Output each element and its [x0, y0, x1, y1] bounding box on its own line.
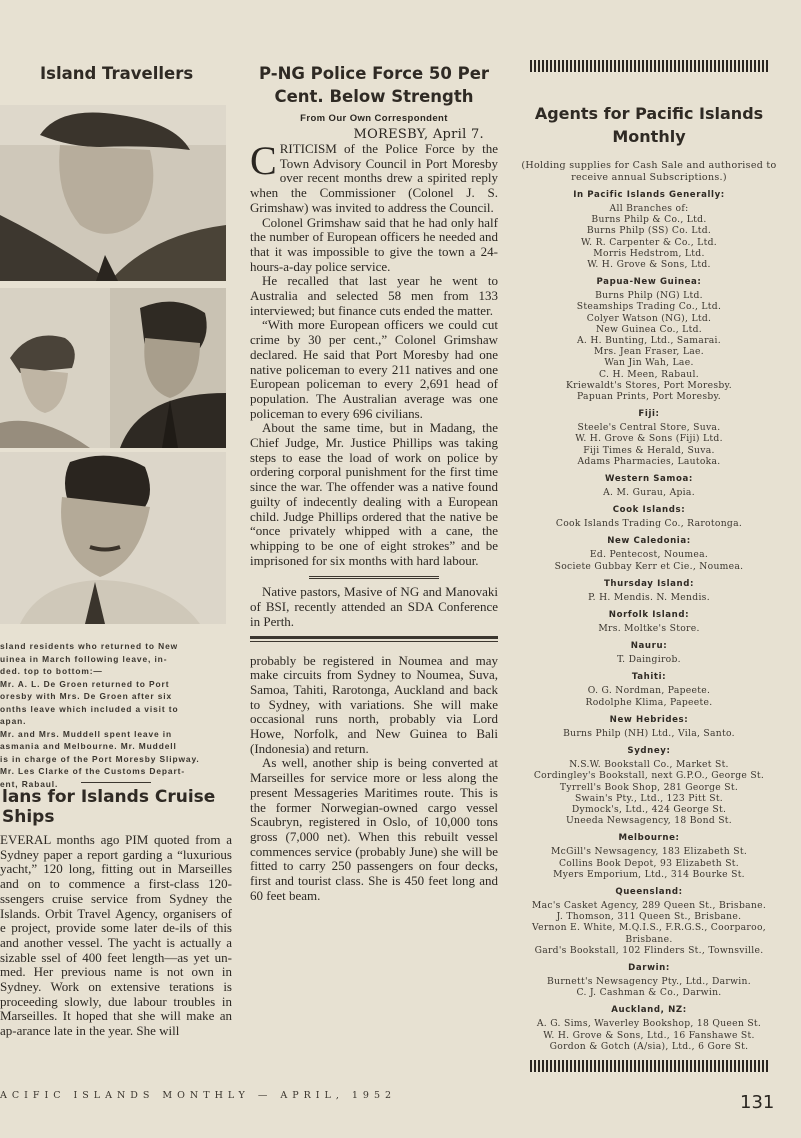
agent-entry: Mac's Casket Agency, 289 Queen St., Brisbane.: [531, 899, 767, 911]
agent-entry: Morris Hedstrom, Ltd.: [593, 247, 705, 259]
footer-running-title: ACIFIC ISLANDS MONTHLY — APRIL, 1952: [0, 1090, 397, 1101]
police-body: [250, 138, 498, 568]
agent-entry: McGill's Newsagency, 183 Elizabeth St.: [550, 846, 748, 858]
agent-entry: W. R. Carpenter & Co., Ltd.: [581, 236, 717, 248]
agent-entry: Collins Book Depot, 93 Elizabeth St.: [558, 857, 740, 869]
divider: [250, 641, 498, 642]
agent-entry: W. H. Grove & Sons, Ltd.: [587, 259, 711, 271]
left-column: [0, 58, 232, 83]
photo-de-groen: [0, 105, 226, 281]
agent-entry: Steele's Central Store, Suva.: [577, 422, 721, 434]
cruise-body: [0, 833, 232, 1039]
agent-entry: Uneeda Newsagency, 18 Bond St.: [565, 815, 733, 827]
agent-entry: Burns Philp & Co., Ltd.: [591, 214, 707, 226]
agent-entry: Kriewaldt's Stores, Port Moresby.: [565, 379, 733, 391]
police-paragraph-1: [250, 138, 498, 216]
agents-section-title: Tahiti:: [631, 672, 667, 683]
police-paragraph-2: Colonel Grimshaw said that he had only half the number of European officers he needed and that it was impossible to give the town a 24-hours-a-day police service.: [250, 214, 498, 274]
dateline: MORESBY, April 7.: [353, 127, 484, 142]
agents-section-title: Queensland:: [615, 886, 683, 897]
agent-entry: C. J. Cashman & Co., Darwin.: [576, 987, 722, 999]
police-heading-line2: Cent. Below Strength: [274, 87, 474, 106]
agent-entry: J. Thomson, 311 Queen St., Brisbane.: [556, 911, 742, 923]
note-body: [250, 585, 498, 629]
agent-entry: New Guinea Co., Ltd.: [596, 323, 702, 335]
agent-entry: W. H. Grove & Sons, Ltd., 16 Fanshawe St.: [543, 1029, 755, 1041]
agents-list: [518, 190, 780, 1052]
agents-heading-line1: Agents for Pacific Islands: [534, 104, 764, 123]
cruise-article: [0, 782, 232, 1039]
police-heading-line1: P-NG Police Force 50 Per: [258, 64, 490, 83]
agent-entry: Burns Philp (SS) Co. Ltd.: [586, 225, 712, 237]
agents-section-title: In Pacific Islands Generally:: [573, 190, 725, 200]
agent-entry: Burns Philp (NG) Ltd.: [595, 290, 703, 302]
agent-entry: Dymock's, Ltd., 424 George St.: [571, 803, 727, 815]
agents-section-title: Thursday Island:: [603, 578, 695, 589]
agent-entry: Vernon E. White, M.Q.I.S., F.R.G.S., Coorparoo, Brisbane.: [532, 922, 766, 945]
agents-section-title: Western Samoa:: [605, 474, 693, 485]
agent-entry: Burns Philp (NH) Ltd., Vila, Santo.: [563, 727, 735, 739]
agents-section-title: Papua-New Guinea:: [596, 277, 702, 288]
middle-column: [250, 62, 498, 903]
agent-entry: Gard's Bookstall, 102 Flinders St., Townsville.: [534, 944, 764, 956]
cruise-heading: lans for Islands Cruise Ships: [2, 787, 216, 827]
agent-entry: Wan Jin Wah, Lae.: [604, 357, 694, 369]
agent-entry: N.S.W. Bookstall Co., Market St.: [569, 759, 729, 771]
agent-entry: Cordingley's Bookstall, next G.P.O., George St.: [533, 770, 765, 782]
agents-heading: [518, 102, 780, 148]
byline: From Our Own Correspondent: [300, 113, 448, 124]
agents-intro: (Holding supplies for Cash Sale and authorised to receive annual Subscriptions.): [521, 160, 777, 183]
agent-entry: P. H. Mendis. N. Mendis.: [588, 591, 710, 603]
divider: [250, 636, 498, 639]
police-heading: [250, 62, 498, 108]
agents-section-title: Darwin:: [628, 962, 670, 973]
agent-entry: Fiji Times & Herald, Suva.: [583, 444, 715, 456]
agent-entry: A. H. Bunting, Ltd., Samarai.: [576, 335, 721, 347]
agent-entry: Cook Islands Trading Co., Rarotonga.: [555, 518, 743, 530]
photo-les-clarke: [0, 452, 226, 624]
agent-entry: A. M. Gurau, Apia.: [603, 487, 695, 499]
right-column: [518, 60, 780, 1072]
police-paragraph-1-text: RITICISM of the Police Force by the Town Advisory Council in Port Moresby over recent months drew a spirited reply when the Commissioner (Colonel J. S. Grimshaw) was invited to address the Council.: [250, 141, 498, 215]
police-paragraph-3: He recalled that last year he went to Australia and selected 58 men from 133 interviewed; but finance cuts ended the matter.: [250, 273, 498, 318]
agent-entry: Societe Gubbay Kerr et Cie., Noumea.: [554, 560, 744, 572]
photo-caption: sland residents who returned to New uinea in March following leave, in- ded. top to bottom:— Mr. A. L. De Groen returned to Port oresby with Mrs. De Groen after six onths leave which included a visit to apan. Mr. and Mrs. Muddell spent leave in asmania and Melbourne. Mr. Muddell is in charge of the Port Moresby Slipway. Mr. Les Clarke of the Customs Depart- ent, Rabaul.: [0, 641, 200, 789]
agents-section-title: Nauru:: [630, 641, 668, 652]
cruise-paragraph: EVERAL months ago PIM quoted from a Sydney paper a report garding a “luxurious yacht,” 120 long, fitting out in Marseilles and on to commence a first-class 120-ssengers cruise service from Sydney the Islands. Orbit Travel Agency, organisers of e project, provide some later de-ils of this and another vessel. The yacht is actually a sizable ssel of 400 feet length—as yet un-med. Her previous name is not own in Sydney. Work on extensive terations is proceeding slowly, due labour troubles in Marseilles. It hoped that she will make an ap-arance late in the year. She will: [0, 832, 232, 1039]
ornament-rule: [530, 1060, 770, 1072]
agent-entry: Ed. Pentecost, Noumea.: [589, 549, 709, 561]
cruise-continued-2: As well, another ship is being converted at Marseilles for service more or less along the present Messageries Maritimes route. This is the former Norwegian-owned cargo vessel Scaubryn, registered in Oslo, of 10,000 tons gross (7,000 net). When this rebuilt vessel commences service (probably June) she will be fitted to carry 250 passengers on four decks, first and tourist class. She is 450 feet long and 60 feet beam.: [250, 755, 498, 903]
cruise-continued: [250, 654, 498, 904]
agent-entry: Burnett's Newsagency Pty., Ltd., Darwin.: [547, 975, 751, 987]
agent-entry: Papuan Prints, Port Moresby.: [576, 391, 722, 403]
divider: [81, 782, 151, 783]
agent-entry: T. Daingirob.: [617, 654, 681, 666]
agents-section-title: Norfolk Island:: [608, 610, 690, 621]
agents-section-title: New Hebrides:: [609, 714, 689, 725]
police-paragraph-5: About the same time, but in Madang, the Chief Judge, Mr. Justice Phillips was taking steps to ease the load of work on police by ordering corporal punishment for the first time since the war. The offender was a native found guilty of indecently dealing with a European child. Judge Phillips ordered that the native be “once privately whipped with a cane, the whipping to be one of eight strokes” and be imprisoned for six months with hard labour.: [250, 420, 498, 568]
agent-entry: C. H. Meen, Rabaul.: [599, 368, 699, 380]
agents-section-title: Fiji:: [638, 409, 660, 420]
agents-section-title: Auckland, NZ:: [611, 1005, 687, 1016]
agent-entry: Myers Emporium, Ltd., 314 Bourke St.: [553, 868, 745, 880]
agents-section-title: Sydney:: [627, 746, 671, 757]
agent-entry: A. G. Sims, Waverley Bookshop, 18 Queen St.: [536, 1018, 762, 1030]
agent-entry: Steamships Trading Co., Ltd.: [576, 301, 722, 313]
agent-entry: Gordon & Gotch (A/sia), Ltd., 6 Gore St.: [549, 1040, 749, 1052]
cruise-continued-1: probably be registered in Noumea and may make circuits from Sydney to Noumea, Suva, Samoa, Tahiti, Rarotonga, Auckland and back to Sydney, with variations. She will make occasional runs north, probably via Lord Howe, Norfolk, and New Guinea to Bali (Indonesia) and return.: [250, 652, 498, 756]
page-number: 131: [740, 1092, 775, 1113]
agent-entry: All Branches of:: [609, 203, 689, 214]
drop-cap: C: [250, 138, 277, 183]
agent-entry: Mrs. Moltke's Store.: [598, 623, 700, 635]
agent-entry: W. H. Grove & Sons (Fiji) Ltd.: [575, 433, 723, 445]
agent-entry: Swain's Pty., Ltd., 123 Pitt St.: [574, 792, 724, 804]
agent-entry: Tyrrell's Book Shop, 281 George St.: [559, 781, 739, 793]
divider: [309, 576, 439, 579]
agent-entry: O. G. Nordman, Papeete.: [587, 685, 711, 697]
agents-section-title: Cook Islands:: [612, 505, 686, 516]
agent-entry: Adams Pharmacies, Lautoka.: [577, 455, 721, 467]
ornament-rule: [530, 60, 770, 72]
agent-entry: Colyer Watson (NG), Ltd.: [586, 312, 712, 324]
agents-section-title: New Caledonia:: [607, 536, 691, 547]
agents-section-title: Melbourne:: [618, 833, 680, 844]
pastors-note: Native pastors, Masive of NG and Manovaki of BSI, recently attended an SDA Conference in Perth.: [250, 584, 498, 629]
police-paragraph-4: “With more European officers we could cut crime by 30 per cent.,” Colonel Grimshaw declared. He said that Port Moresby had one native policeman to every 211 natives and one European policeman to every 2,691 head of population. The Australian average was one policeman to every 696 civilians.: [250, 317, 498, 421]
agent-entry: Rodolphe Klima, Papeete.: [585, 696, 713, 708]
photo-muddell: [0, 288, 226, 448]
agents-heading-line2: Monthly: [612, 127, 686, 146]
agent-entry: Mrs. Jean Fraser, Lae.: [594, 346, 704, 358]
island-travellers-heading: Island Travellers: [40, 64, 194, 83]
